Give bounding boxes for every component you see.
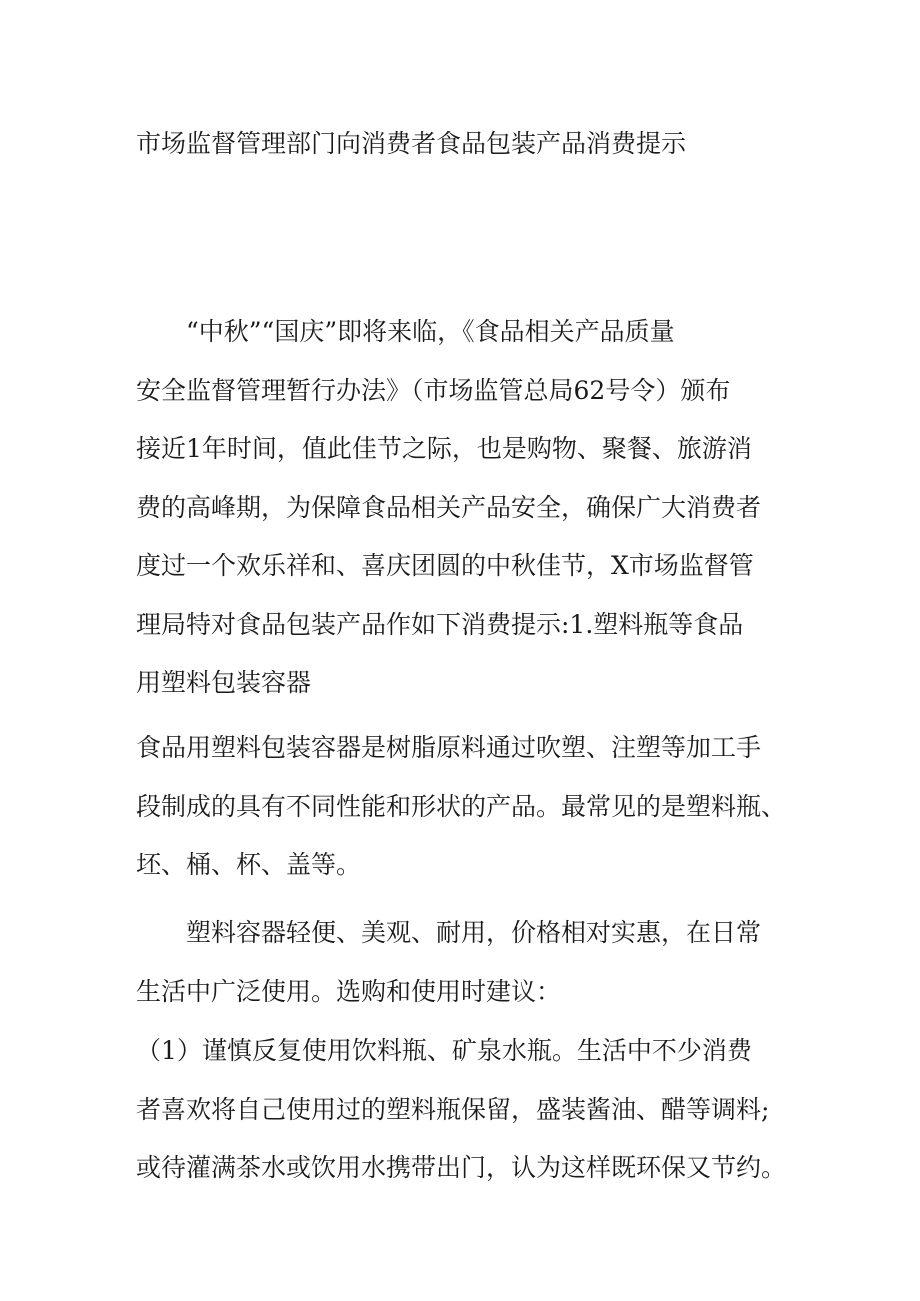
paragraph-definition <box>136 719 796 895</box>
paragraph-line: 度过一个欢乐祥和、喜庆团圆的中秋佳节，X市场监督管 <box>136 551 754 580</box>
paragraph-usage <box>136 904 796 1021</box>
paragraph-line: 食品用塑料包装容器是树脂原料通过吹塑、注塑等加工手 <box>136 733 762 762</box>
paragraph-line: 安全监督管理暂行办法》（市场监管总局62号令）颁布 <box>136 375 731 405</box>
paragraph-line: 费的高峰期，为保障食品相关产品安全，确保广大消费者 <box>136 492 762 522</box>
paragraph-line: （1）谨慎反复使用饮料瓶、矿泉水瓶。生活中不少消费 <box>136 1036 752 1065</box>
paragraph-line: 或待灌满茶水或饮用水携带出门，认为这样既环保又节约。 <box>136 1153 787 1182</box>
paragraph-line: 接近1年时间，值此佳节之际，也是购物、聚餐、旅游消 <box>136 434 752 463</box>
paragraph-line: 塑料容器轻便、美观、耐用，价格相对实惠，在日常 <box>136 918 762 947</box>
paragraph-line: 用塑料包装容器 <box>136 668 312 697</box>
paragraph-advice-1 <box>136 1022 796 1198</box>
paragraph-line: 段制成的具有不同性能和形状的产品。最常见的是塑料瓶、 <box>136 791 787 821</box>
paragraph-line: 生活中广泛使用。选购和使用时建议： <box>136 976 562 1006</box>
paragraph-line: 理局特对食品包装产品作如下消费提示:1.塑料瓶等食品 <box>136 609 744 639</box>
paragraph-intro <box>136 303 796 713</box>
paragraph-line: 坯、桶、杯、盖等。 <box>136 850 362 879</box>
paragraph-line: “中秋”“国庆”即将来临，《食品相关产品质量 <box>136 317 675 346</box>
paragraph-line: 者喜欢将自己使用过的塑料瓶保留，盛装酱油、醋等调料; <box>136 1094 770 1124</box>
document-title: 市场监督管理部门向消费者食品包装产品消费提示 <box>136 129 687 158</box>
